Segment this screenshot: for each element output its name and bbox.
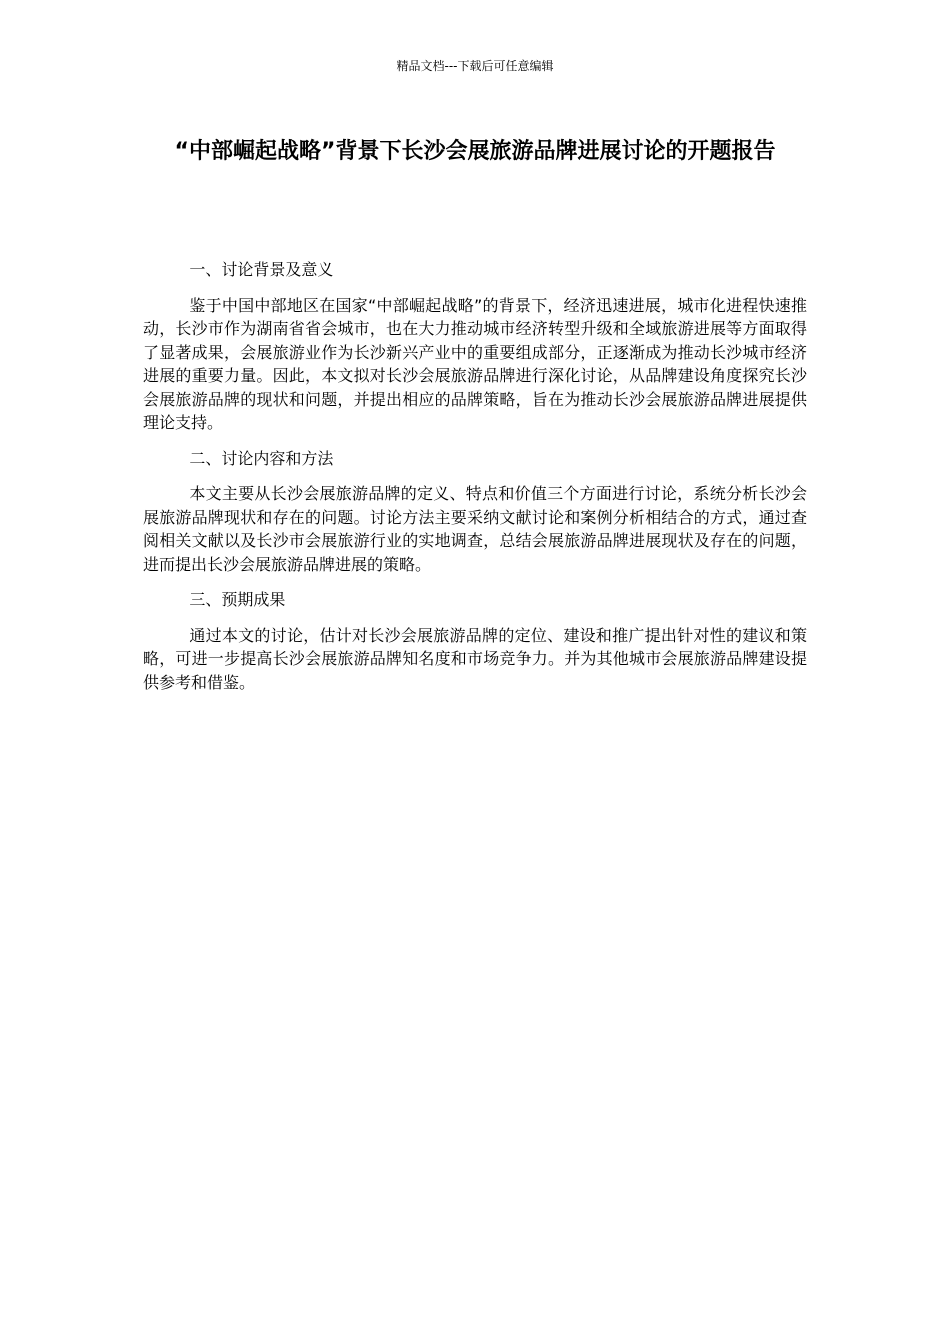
document-title: “中部崛起战略”背景下长沙会展旅游品牌进展讨论的开题报告 (174, 139, 776, 164)
section-heading-expected-results: 三、预期成果 (189, 590, 286, 609)
section-paragraph-expected-results: 通过本文的讨论，估计对长沙会展旅游品牌的定位、建设和推广提出针对性的建议和策略，可进一步提高长沙会展旅游品牌知名度和市场竞争力。并为其他城市会展旅游品牌建设提供参考和借鉴。 (143, 625, 807, 692)
section-heading-background: 一、讨论背景及意义 (189, 260, 334, 279)
section-heading-content-method: 二、讨论内容和方法 (189, 448, 334, 468)
section-paragraph-background: 鉴于中国中部地区在国家“中部崛起战略”的背景下，经济迅速进展，城市化进程快速推动，长沙市作为湖南省省会城市，也在大力推动城市经济转型升级和全域旅游进展等方面取得了显著成果，会展旅游业作为长沙新兴产业中的重要组成部分，正逐渐成为推动长沙城市经济进展的重要力量。因此，本文拟对长沙会展旅游品牌进行深化讨论，从品牌建设角度探究长沙会展旅游品牌的现状和问题，并提出相应的品牌策略，旨在为推动长沙会展旅游品牌进展提供理论支持。 (143, 295, 807, 432)
header-note: 精品文档---下载后可任意编辑 (396, 59, 554, 73)
document-body (143, 258, 807, 706)
section-paragraph-content-method: 本文主要从长沙会展旅游品牌的定义、特点和价值三个方面进行讨论，系统分析长沙会展旅游品牌现状和存在的问题。讨论方法主要采纳文献讨论和案例分析相结合的方式，通过查阅相关文献以及长沙市会展旅游行业的实地调查，总结会展旅游品牌进展现状及存在的问题，进而提出长沙会展旅游品牌进展的策略。 (143, 484, 807, 574)
